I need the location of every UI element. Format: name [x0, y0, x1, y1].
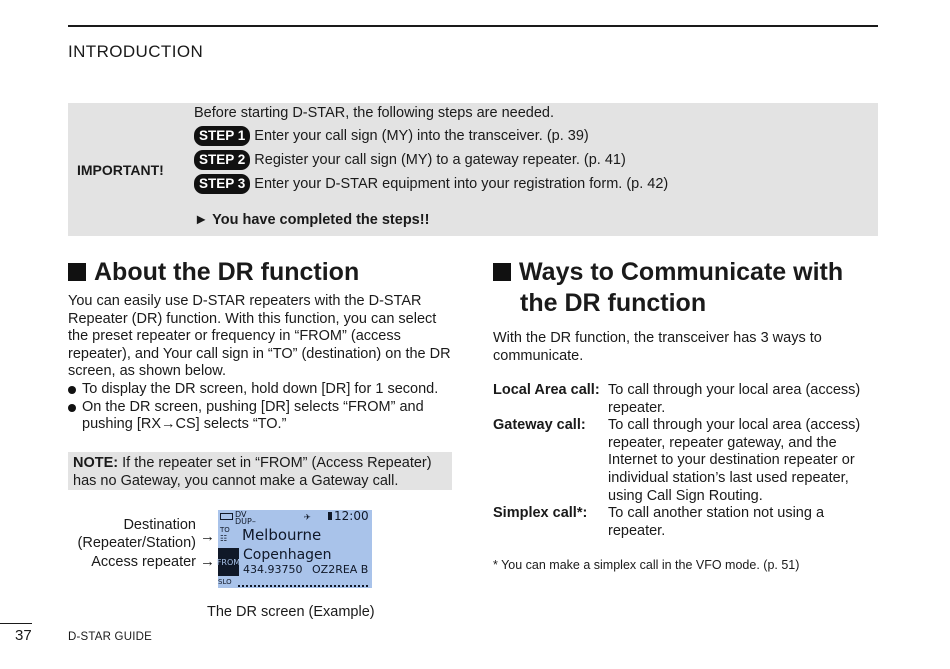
bullet-dot-icon — [68, 404, 76, 412]
call-item — [493, 417, 883, 505]
clock-time: 12:00 — [334, 509, 369, 523]
lock-icon — [328, 512, 332, 520]
destination-label: Destination — [123, 517, 196, 533]
left-heading: About the DR function — [68, 257, 359, 288]
top-rule — [68, 25, 878, 27]
to-tag: TO — [220, 526, 230, 534]
arrow-right-icon: → — [200, 528, 215, 545]
call-description: To call through your local area (access) repeater, repeater gateway, and the Internet to your destination repeater or individual station’s last used repeater, using Call Sign Routing. — [608, 417, 861, 504]
call-description: To call through your local area (access) repeater. — [608, 382, 861, 416]
from-tag: FROM — [218, 548, 239, 576]
signal-icon: ✈ — [304, 510, 311, 523]
bullet-item: To display the DR screen, hold down [DR] for 1 second. — [68, 381, 456, 399]
step-text: Register your call sign (MY) to a gateway repeater. (p. 41) — [254, 152, 626, 168]
dup-indicator: DUP– — [235, 517, 256, 526]
step-row — [194, 126, 589, 146]
call-term: Simplex call*: — [493, 505, 588, 522]
call-item — [493, 505, 883, 540]
left-paragraph: You can easily use D-STAR repeaters with the D-STAR Repeater (DR) function. With this function, you can select the preset repeater or frequency in “FROM” (access repeater), and Your call sign in “TO” (destination) on the DR screen, as shown below. — [68, 293, 451, 380]
page-number: 37 — [15, 627, 32, 644]
destination-label-sub: (Repeater/Station) — [77, 535, 196, 551]
s-meter-bar — [238, 585, 368, 587]
left-bullets — [68, 381, 456, 434]
bullet-dot-icon — [68, 386, 76, 394]
dr-screen — [218, 510, 372, 588]
square-bullet-icon — [493, 263, 511, 281]
dv-mode: DV — [235, 510, 247, 519]
section-header: INTRODUCTION — [68, 42, 204, 61]
important-label: IMPORTANT! — [77, 162, 164, 178]
completed-text: ► You have completed the steps!! — [194, 212, 430, 228]
bullet-item: On the DR screen, pushing [DR] selects “FROM” and pushing [RX→CS] selects “TO.” — [68, 399, 456, 434]
access-repeater-name: Copenhagen — [243, 547, 332, 563]
step-row — [194, 174, 668, 194]
battery-icon — [220, 513, 233, 520]
right-intro: With the DR function, the transceiver has 3 ways to communicate. — [493, 330, 822, 364]
step-text: Enter your D-STAR equipment into your registration form. (p. 42) — [254, 176, 669, 192]
important-intro: Before starting D-STAR, the following steps are needed. — [194, 105, 555, 121]
destination-name: Melbourne — [242, 526, 322, 544]
figure-caption: The DR screen (Example) — [207, 604, 375, 620]
slo-indicator: SLO — [218, 578, 232, 586]
call-term: Local Area call: — [493, 382, 600, 398]
step-badge: STEP 2 — [194, 150, 250, 170]
call-item — [493, 382, 883, 417]
right-heading: Ways to Communicate with — [493, 257, 843, 288]
right-heading-line2: the DR function — [520, 289, 707, 317]
footnote: * You can make a simplex call in the VFO mode. (p. 51) — [493, 558, 800, 572]
call-term: Gateway call: — [493, 417, 586, 434]
access-repeater-label: Access repeater — [91, 554, 196, 570]
call-list — [493, 382, 883, 540]
frequency: 434.93750 — [243, 563, 303, 576]
step-row — [194, 150, 626, 170]
repeater-icon: ☷ — [220, 534, 228, 543]
step-badge: STEP 3 — [194, 174, 250, 194]
note-text: NOTE: If the repeater set in “FROM” (Access Repeater) has no Gateway, you cannot make a Gateway call. — [73, 455, 432, 489]
step-badge: STEP 1 — [194, 126, 250, 146]
call-description: To call another station not using a repeater. — [608, 505, 825, 539]
page-number-rule — [0, 623, 32, 624]
arrow-right-icon: → — [200, 553, 215, 570]
step-text: Enter your call sign (MY) into the transceiver. (p. 39) — [254, 128, 589, 144]
repeater-callsign: OZ2REA B — [312, 563, 369, 576]
footer-guide: D-STAR GUIDE — [68, 631, 152, 643]
square-bullet-icon — [68, 263, 86, 281]
